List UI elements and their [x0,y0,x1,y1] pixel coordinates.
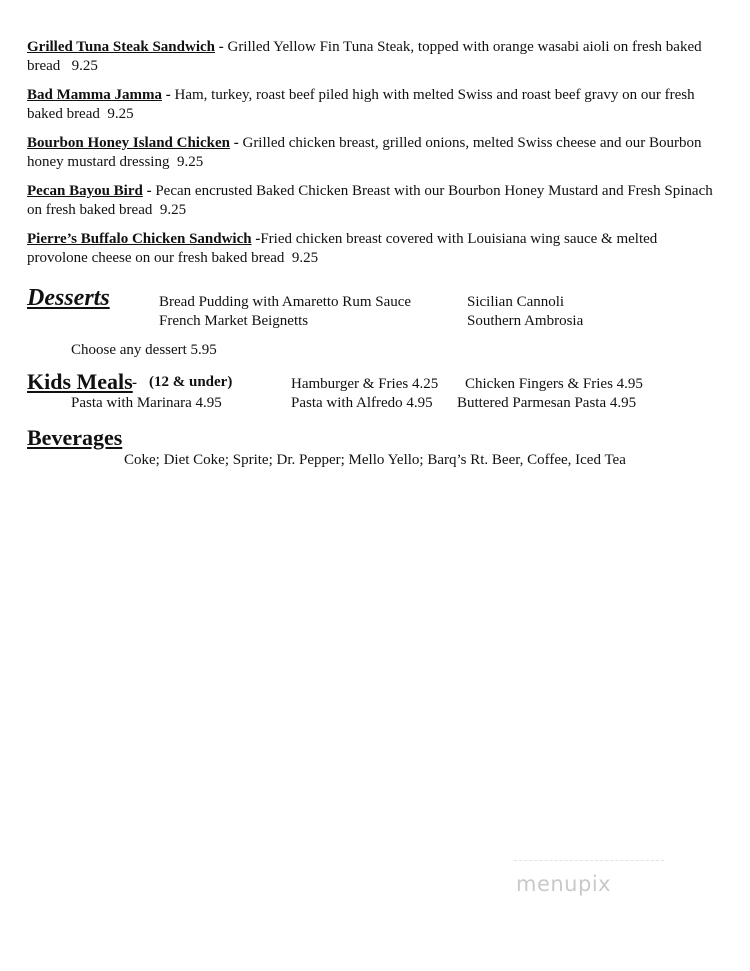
item-name: Bourbon Honey Island Chicken [27,135,230,151]
item-description: Grilled chicken breast, grilled onions, melted Swiss cheese and our Bourbon honey mustard dressing [27,135,702,170]
item-description: Fried chicken breast covered with Louisiana wing sauce & melted provolone cheese on our fresh baked bread [27,231,658,266]
kids-item-pasta-marinara: Pasta with Marinara 4.95 [71,395,222,411]
item-separator: - [251,231,261,247]
menu-item-bad-mamma-jamma [27,86,717,124]
item-name: Pierre’s Buffalo Chicken Sandwich [27,231,252,247]
dessert-bread-pudding: Bread Pudding with Amaretto Rum Sauce [159,294,412,310]
item-description: Ham, turkey, roast beef piled high with melted Swiss and roast beef gravy on our fresh baked bread [27,87,695,122]
item-description: Pecan encrusted Baked Chicken Breast with our Bourbon Honey Mustard and Fresh Spinach on fresh baked bread [27,183,713,218]
item-name: Pecan Bayou Bird [27,183,143,199]
dessert-sicilian-cannoli: Sicilian Cannoli [467,294,565,310]
kids-item-chicken-fingers-fries: Chicken Fingers & Fries 4.95 [465,376,643,392]
menu-item-pierres-buffalo-chicken [27,230,717,268]
kids-item-hamburger-fries: Hamburger & Fries 4.25 [291,376,439,392]
menu-item-grilled-tuna [27,38,717,76]
item-separator: - [142,183,156,199]
dessert-french-market-beignetts: French Market Beignetts [159,313,309,329]
item-name: Grilled Tuna Steak Sandwich [27,39,215,55]
dessert-southern-ambrosia: Southern Ambrosia [467,313,584,329]
watermark-divider [514,860,664,862]
kids-item-pasta-alfredo: Pasta with Alfredo 4.95 [291,395,433,411]
item-price: 9.25 [107,106,134,122]
item-price: 9.25 [176,154,204,170]
item-separator: - [162,87,175,103]
dessert-price-note: Choose any dessert 5.95 [71,342,217,358]
kids-meals-dash: - [132,375,137,391]
item-separator: - [214,39,228,55]
item-name: Bad Mamma Jamma [27,87,162,103]
kids-meals-heading: Kids Meals [27,369,133,394]
menu-item-bourbon-honey-island-chicken [27,134,717,172]
kids-item-buttered-parmesan-pasta: Buttered Parmesan Pasta 4.95 [457,395,637,411]
kids-age-label: (12 & under) [149,374,233,390]
item-separator: - [229,135,243,151]
desserts-heading: Desserts [27,285,110,311]
item-price: 9.25 [159,202,187,218]
item-price: 9.25 [71,58,98,74]
item-description: Grilled Yellow Fin Tuna Steak, topped with orange wasabi aioli on fresh baked bread [27,39,702,74]
menupix-watermark: menupix [516,872,612,896]
beverages-list: Coke; Diet Coke; Sprite; Dr. Pepper; Mello Yello; Barq’s Rt. Beer, Coffee, Iced Tea [124,452,626,468]
item-price: 9.25 [291,250,319,266]
menu-item-pecan-bayou-bird [27,182,717,220]
beverages-heading: Beverages [27,425,123,450]
